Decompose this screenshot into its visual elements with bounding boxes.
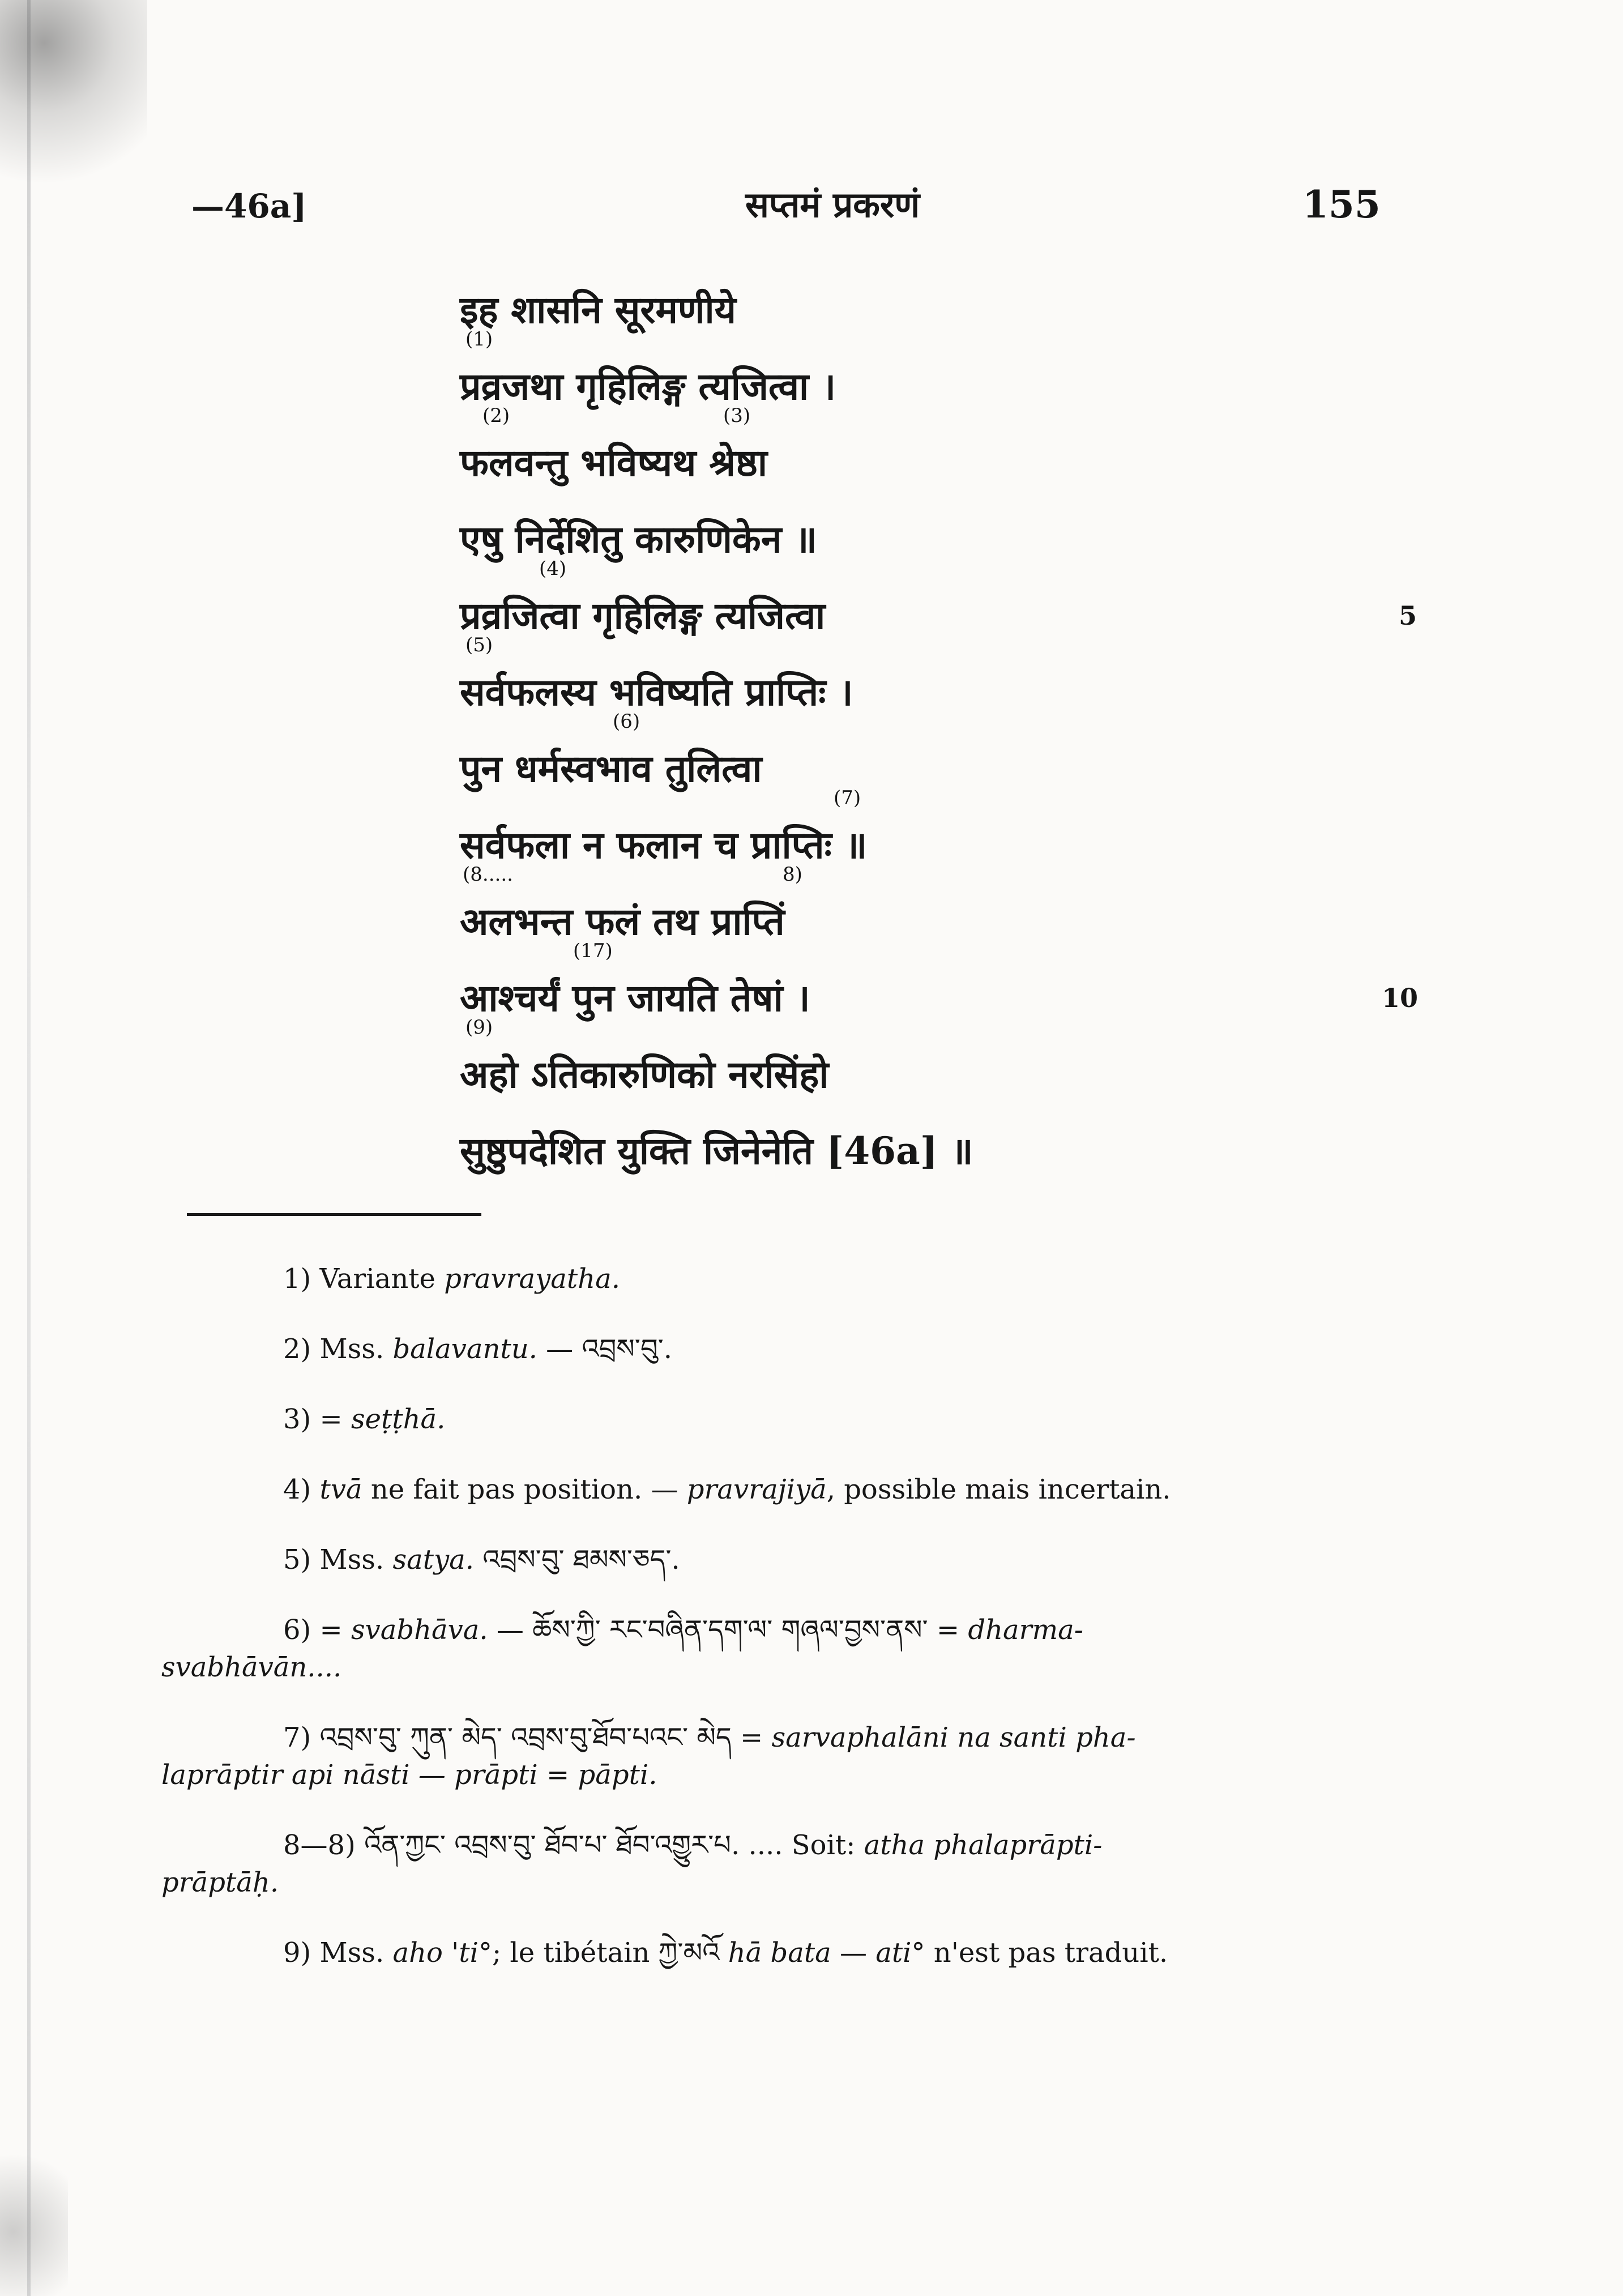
footnote-segment: ne fait pas position. —	[362, 1474, 687, 1505]
footnote-line	[161, 1263, 620, 1295]
verse-line	[460, 404, 1423, 501]
footnote-marker: (9)	[465, 1016, 493, 1039]
footnote-segment: seṭṭhā.	[351, 1403, 446, 1435]
footnote-marker: (2)	[482, 404, 510, 427]
footnote-marker: (8.....	[463, 863, 513, 886]
footnote-segment: ati°	[875, 1937, 925, 1969]
verse-line	[460, 1016, 1423, 1113]
footnote-marker: 8)	[783, 863, 802, 886]
footnote-segment: —	[831, 1937, 876, 1969]
footnote-segment: 5) Mss.	[283, 1544, 393, 1576]
verse-text: सर्वफला न फलान च प्राप्तिः ॥	[460, 823, 868, 867]
verse-line	[460, 501, 1423, 578]
verse-text: प्रव्रजित्वा गृहिलिङ्ग त्यजित्वा	[460, 594, 826, 638]
footnote-segment: sarvaphalāni na santi pha-	[771, 1722, 1136, 1753]
verse-line	[460, 1113, 1423, 1189]
verse-line	[460, 787, 1423, 884]
footnote-segment: aho 'ti°	[392, 1937, 492, 1969]
footnote-segment: tvā	[319, 1474, 362, 1505]
verse-text: पुन धर्मस्वभाव तुलित्वा	[460, 746, 762, 791]
verse-block	[460, 272, 1423, 1189]
footnote-line	[161, 1937, 1168, 1969]
footnote-segment: satya.	[392, 1544, 474, 1576]
footnote-line	[161, 1829, 1102, 1861]
verse-text: अलभन्त फलं तथ प्राप्तिं	[460, 899, 785, 944]
footnote-segment: 1) Variante	[283, 1263, 445, 1295]
verse-text: अहो ऽतिकारुणिको नरसिंहो	[460, 1052, 829, 1096]
footnote-continuation	[161, 1649, 1436, 1686]
verse-line	[460, 328, 1423, 425]
verse-text: सर्वफलस्य भविष्यति प्राप्तिः ।	[460, 670, 853, 714]
footnotes	[161, 1260, 1436, 2004]
footnote-segment: — ཆོས་ཀྱི་ རང་བཞིན་དག་ལ་ གཞལ་བྱས་ནས་ =	[488, 1614, 968, 1646]
footnote-marker: (6)	[613, 710, 640, 733]
scan-speckle-bottom	[0, 2135, 68, 2296]
verse-line	[460, 272, 1423, 348]
footnote-segment: — འབྲས་བུ་.	[537, 1333, 672, 1365]
verse-text: सुष्ठुपदेशित युक्ति जिनेनेति [46a] ॥	[460, 1129, 973, 1173]
footnote-segment: hā bata	[728, 1937, 831, 1969]
footnote-marker: (1)	[465, 328, 493, 351]
page-number: 155	[1302, 182, 1381, 227]
footnote	[161, 1611, 1436, 1686]
footnote-segment: ; le tibétain ཀྱེ་མའོ	[492, 1937, 728, 1969]
footnote-segment: svabhāvān....	[161, 1651, 342, 1683]
footnote	[161, 1260, 1436, 1298]
footnote	[161, 1330, 1436, 1368]
footnote-line	[161, 1614, 1083, 1646]
footnote-line	[161, 1333, 672, 1365]
scan-edge	[27, 0, 31, 2296]
footnote-segment: atha phalaprāpti-	[864, 1829, 1103, 1861]
verse-text: एषु निर्देशितु कारुणिकेन ॥	[460, 517, 817, 561]
footnote-rule	[187, 1213, 481, 1216]
footnote-marker: (4)	[539, 557, 567, 580]
margin-line-number: 10	[1382, 983, 1419, 1013]
footnote	[161, 1401, 1436, 1438]
footnote	[161, 1719, 1436, 1794]
footnote-segment: 9) Mss.	[283, 1937, 393, 1969]
footnote-marker: (7)	[834, 787, 861, 809]
footnote-segment: n'est pas traduit.	[925, 1937, 1168, 1969]
footnote-segment: balavantu.	[392, 1333, 537, 1365]
footnote	[161, 1471, 1436, 1508]
verse-text: इह शासनि सूरमणीये	[460, 288, 736, 332]
footnote-segment: 2) Mss.	[283, 1333, 393, 1365]
footnote	[161, 1934, 1436, 1971]
running-head-left: —46a]	[191, 187, 307, 225]
verse-line	[460, 557, 1423, 654]
footnote-segment: , possible mais incertain.	[826, 1474, 1171, 1505]
footnote-continuation	[161, 1756, 1436, 1794]
footnote	[161, 1541, 1436, 1578]
footnote-segment: 7) འབྲས་བུ་ ཀུན་ མེད་ འབྲས་བུ་ཐོབ་པའང་ མེད =	[283, 1722, 772, 1753]
footnote-segment: 3) =	[283, 1403, 351, 1435]
verse-line	[460, 940, 1423, 1036]
footnote-segment: prāptāḥ.	[161, 1867, 279, 1898]
margin-line-number: 5	[1399, 600, 1417, 631]
footnote-marker: (3)	[723, 404, 751, 427]
footnote-continuation	[161, 1864, 1436, 1901]
footnote-segment: dharma-	[968, 1614, 1083, 1646]
footnote-line	[161, 1403, 445, 1435]
scan-speckle-top	[0, 0, 147, 215]
running-head-title: सप्तमं प्रकरणं	[745, 184, 920, 225]
footnote-segment: འབྲས་བུ་ ཐམས་ཅད་.	[473, 1544, 680, 1576]
footnote-segment: pravrayatha.	[444, 1263, 620, 1295]
footnote-line	[161, 1474, 1171, 1505]
verse-text: प्रव्रजथा गृहिलिङ्ग त्यजित्वा ।	[460, 364, 836, 408]
footnote	[161, 1826, 1436, 1901]
footnote-marker: (5)	[465, 634, 493, 656]
verse-line	[460, 634, 1423, 731]
footnote-segment: 8—8) འོན་ཀྱང་ འབྲས་བུ་ ཐོབ་པ་ ཐོབ་འགྱུར་པ. .... Soit:	[283, 1829, 864, 1861]
footnote-segment: 6) =	[283, 1614, 351, 1646]
footnote-segment: laprāptir api nāsti — prāpti = pāpti.	[161, 1759, 657, 1791]
footnote-line	[161, 1544, 680, 1576]
footnote-line	[161, 1722, 1136, 1753]
footnote-segment: pravrajiyā	[686, 1474, 827, 1505]
footnote-segment: 4)	[283, 1474, 320, 1505]
footnote-segment: svabhāva.	[351, 1614, 488, 1646]
footnote-marker: (17)	[573, 940, 613, 962]
verse-text: आश्चर्यं पुन जायति तेषां ।	[460, 976, 810, 1020]
verse-text: फलवन्तु भविष्यथ श्रेष्ठा	[460, 441, 768, 485]
verse-line	[460, 710, 1423, 807]
